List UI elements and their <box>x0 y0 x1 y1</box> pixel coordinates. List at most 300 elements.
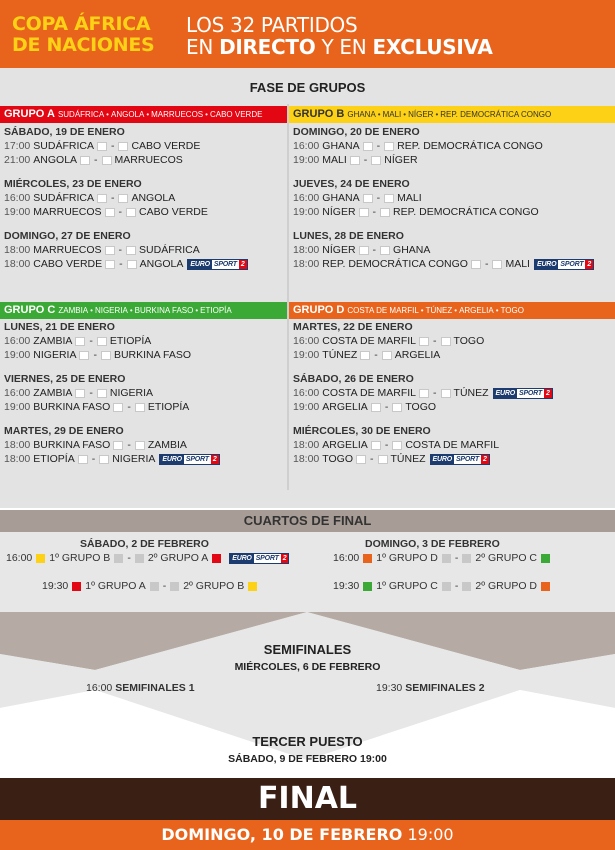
match-day: JUEVES, 24 DE ENERO <box>293 178 410 190</box>
score-dash: - <box>93 349 97 361</box>
score-box <box>126 246 136 255</box>
score-dash: - <box>127 439 131 451</box>
placeholder-square <box>135 554 144 563</box>
eurosport-text: SPORT <box>185 455 209 463</box>
away-team: ZAMBIA <box>147 439 187 451</box>
final-date <box>0 820 615 850</box>
group-team: MALI <box>382 110 402 119</box>
home-team: SUDÁFRICA <box>33 140 94 152</box>
score-box <box>80 156 90 165</box>
match-day: SÁBADO, 19 DE ENERO <box>4 126 125 138</box>
match-row <box>293 452 615 466</box>
score-dash: - <box>118 244 123 256</box>
placeholder-square <box>442 554 451 563</box>
group-d-color-square <box>541 582 550 591</box>
eurosport-text: SPORT <box>455 455 479 463</box>
home-team: TOGO <box>322 453 354 465</box>
headline-part: DIRECTO <box>219 35 316 59</box>
eurosport-text: 2 <box>282 554 287 562</box>
placeholder-square <box>114 554 123 563</box>
match-day: MIÉRCOLES, 23 DE ENERO <box>4 178 142 190</box>
tournament-title <box>12 14 154 56</box>
group-d-header <box>289 302 615 319</box>
away-team: MARRUECOS <box>114 154 183 166</box>
group-name: GRUPO B <box>293 108 345 120</box>
match-time: 16:00 <box>6 552 33 564</box>
match-row <box>4 257 287 271</box>
home-team: ARGELIA <box>322 439 368 451</box>
group-team: COSTA DE MARFIL <box>347 306 419 315</box>
away-team: TÚNEZ <box>390 453 426 465</box>
match-time: 19:00 <box>293 349 320 361</box>
away-team: ARGELIA <box>394 349 441 361</box>
group-name: GRUPO C <box>4 304 56 316</box>
third-place-title: TERCER PUESTO <box>252 734 363 749</box>
match-row <box>4 334 287 348</box>
eurosport-text: EURO <box>232 554 252 562</box>
headline-part: EN <box>186 35 220 59</box>
group-c-color-square <box>363 582 372 591</box>
home-team: CABO VERDE <box>33 258 103 270</box>
score-box <box>492 260 502 269</box>
group-team: REP. DEMOCRÁTICA CONGO <box>440 110 552 119</box>
group-team: NÍGER <box>408 110 434 119</box>
separator: • <box>205 110 208 119</box>
match-time: 18:00 <box>293 244 320 256</box>
score-box <box>105 246 115 255</box>
match-day: VIERNES, 25 DE ENERO <box>4 373 126 385</box>
placeholder-square <box>462 582 471 591</box>
group-c-header <box>0 302 287 319</box>
quarterfinals-day-2: DOMINGO, 3 DE FEBRERO <box>365 538 500 550</box>
match-day: LUNES, 28 DE ENERO <box>293 230 404 242</box>
eurosport2-logo <box>159 454 219 465</box>
match-time: 19:30 <box>333 580 360 592</box>
match-row <box>293 348 615 362</box>
group-team: ZAMBIA <box>58 306 89 315</box>
group-b-color-square <box>36 554 45 563</box>
match-row <box>4 438 287 452</box>
match-row <box>293 153 615 167</box>
match-time: 16:00 <box>333 552 360 564</box>
home-team: 1º GRUPO C <box>376 580 438 592</box>
match-row <box>4 139 287 153</box>
match-day: DOMINGO, 27 DE ENERO <box>4 230 131 242</box>
match-time: 16:00 <box>4 335 31 347</box>
home-team: ZAMBIA <box>33 335 73 347</box>
eurosport2-logo <box>229 553 289 564</box>
quarterfinal-4: 19:30 1º GRUPO C - 2º GRUPO D <box>333 580 554 592</box>
match-time: 16:00 <box>4 387 31 399</box>
separator: • <box>90 306 93 315</box>
third-place-date: SÁBADO, 9 DE FEBRERO 19:00 <box>228 753 387 765</box>
final-day: DOMINGO, 10 DE FEBRERO <box>161 825 403 844</box>
eurosport-text: 2 <box>545 389 550 397</box>
group-name: GRUPO A <box>4 108 55 120</box>
final-time: 19:00 <box>407 825 454 844</box>
score-box <box>97 194 107 203</box>
title-line-2: DE NACIONES <box>12 34 155 56</box>
away-team: GHANA <box>393 244 431 256</box>
score-box <box>127 260 137 269</box>
home-team: ANGOLA <box>33 154 78 166</box>
match-time: 18:00 <box>4 244 31 256</box>
group-c-color-square <box>541 554 550 563</box>
eurosport2-logo <box>534 259 594 270</box>
home-team: ARGELIA <box>322 401 368 413</box>
semifinal-1 <box>86 682 195 694</box>
group-b-header <box>289 106 615 123</box>
home-team: 1º GRUPO D <box>376 552 438 564</box>
eurosport-text: EURO <box>190 260 210 268</box>
away-team: 2º GRUPO D <box>475 580 537 592</box>
group-team: ETIOPÍA <box>200 306 232 315</box>
score-dash: - <box>110 140 115 152</box>
match-time: 16:00 <box>4 192 31 204</box>
score-box <box>356 455 366 464</box>
score-dash: - <box>370 453 374 465</box>
away-team: ANGOLA <box>131 192 176 204</box>
group-c-schedule <box>4 320 287 466</box>
score-dash: - <box>118 206 123 218</box>
match-row <box>293 191 615 205</box>
group-a-header <box>0 106 287 123</box>
match-time: 19:00 <box>293 154 320 166</box>
score-box <box>371 156 381 165</box>
score-box <box>118 142 128 151</box>
match-row <box>4 191 287 205</box>
score-box <box>419 389 429 398</box>
away-team: NÍGER <box>384 154 418 166</box>
away-team: 2º GRUPO C <box>475 552 537 564</box>
score-box <box>380 246 390 255</box>
home-team: TÚNEZ <box>322 349 358 361</box>
group-b-schedule <box>293 125 615 271</box>
headline-part: Y EN <box>315 35 373 59</box>
score-dash: - <box>89 387 93 399</box>
final-title: FINAL <box>0 778 615 820</box>
score-box <box>441 389 451 398</box>
home-team: NÍGER <box>322 206 356 218</box>
eurosport-text: SPORT <box>255 554 279 562</box>
away-team: CABO VERDE <box>139 206 208 218</box>
home-team: MARRUECOS <box>33 244 102 256</box>
away-team: REP. DEMOCRÁTICA CONGO <box>397 140 543 152</box>
eurosport-text: 2 <box>240 260 245 268</box>
score-box <box>392 403 402 412</box>
match-row <box>293 334 615 348</box>
eurosport-text: EURO <box>536 260 557 268</box>
match-time: 19:00 <box>4 401 31 413</box>
score-dash: - <box>119 258 123 270</box>
home-team: COSTA DE MARFIL <box>322 335 417 347</box>
match-row <box>293 438 615 452</box>
away-team: 2º GRUPO A <box>147 552 209 564</box>
quarterfinal-3: 16:00 1º GRUPO D - 2º GRUPO C <box>333 552 554 564</box>
score-dash: - <box>91 453 96 465</box>
score-box <box>113 403 123 412</box>
group-team: NIGERIA <box>94 306 128 315</box>
score-box <box>118 194 128 203</box>
score-dash: - <box>363 154 368 166</box>
match-time: 19:30 <box>376 682 403 694</box>
match-row <box>293 257 615 271</box>
eurosport2-logo <box>187 259 247 270</box>
headline-part: EXCLUSIVA <box>372 35 493 59</box>
score-box <box>135 441 145 450</box>
score-box <box>360 351 370 360</box>
quarterfinals-day-1: SÁBADO, 2 DE FEBRERO <box>80 538 209 550</box>
match-row <box>293 400 615 414</box>
eurosport-text: SPORT <box>518 389 542 397</box>
group-team: TÚNEZ <box>425 306 453 315</box>
away-team: REP. DEMOCRÁTICA CONGO <box>393 206 539 218</box>
score-box <box>102 156 112 165</box>
group-team: SUDÁFRICA <box>57 110 105 119</box>
away-team: BURKINA FASO <box>113 349 191 361</box>
match-day: MARTES, 22 DE ENERO <box>293 321 413 333</box>
match-time: 19:00 <box>4 349 31 361</box>
score-dash: - <box>433 335 437 347</box>
score-box <box>392 441 402 450</box>
eurosport2-logo <box>493 388 553 399</box>
quarterfinals-title: CUARTOS DE FINAL <box>0 510 615 532</box>
eurosport-text: SPORT <box>560 260 584 268</box>
group-a-schedule <box>4 125 287 271</box>
match-time: 19:00 <box>293 401 320 413</box>
score-dash: - <box>384 439 389 451</box>
placeholder-square <box>170 582 179 591</box>
separator: • <box>495 306 499 315</box>
group-team: TOGO <box>500 306 524 315</box>
match-time: 21:00 <box>4 154 31 166</box>
group-d-color-square <box>363 554 372 563</box>
match-time: 18:00 <box>4 453 31 465</box>
match-row <box>4 348 287 362</box>
separator: • <box>146 110 150 119</box>
home-team: 1º GRUPO B <box>49 552 111 564</box>
away-team: ETIOPÍA <box>109 335 152 347</box>
group-team: ANGOLA <box>110 110 145 119</box>
score-box <box>105 260 115 269</box>
away-team: ANGOLA <box>139 258 184 270</box>
score-dash: - <box>89 335 93 347</box>
separator: • <box>377 110 381 119</box>
score-box <box>101 351 111 360</box>
match-row <box>4 205 287 219</box>
group-d-schedule <box>293 320 615 466</box>
score-dash: - <box>94 154 98 166</box>
eurosport2-logo <box>430 454 490 465</box>
home-team: ZAMBIA <box>33 387 73 399</box>
score-box <box>97 337 107 346</box>
away-team: COSTA DE MARFIL <box>405 439 500 451</box>
separator: • <box>106 110 109 119</box>
eurosport-text: 2 <box>587 260 592 268</box>
score-box <box>371 441 381 450</box>
match-day: LUNES, 21 DE ENERO <box>4 321 115 333</box>
score-box <box>97 142 107 151</box>
group-team: BURKINA FASO <box>134 306 194 315</box>
score-box <box>135 403 145 412</box>
separator: • <box>129 306 133 315</box>
home-team: REP. DEMOCRÁTICA CONGO <box>322 258 468 270</box>
separator: • <box>435 110 439 119</box>
eurosport-text: EURO <box>432 455 452 463</box>
group-a-color-square <box>72 582 81 591</box>
away-team: TÚNEZ <box>453 387 489 399</box>
match-time: 16:00 <box>293 192 320 204</box>
home-team: COSTA DE MARFIL <box>322 387 417 399</box>
match-time: 19:00 <box>293 206 320 218</box>
home-team: GHANA <box>322 140 360 152</box>
score-dash: - <box>376 192 381 204</box>
score-box <box>113 441 123 450</box>
eurosport-text: EURO <box>495 389 515 397</box>
home-team: NÍGER <box>322 244 356 256</box>
match-row <box>293 205 615 219</box>
away-team: NIGERIA <box>109 387 154 399</box>
score-box <box>78 455 88 464</box>
eurosport-text: EURO <box>162 455 182 463</box>
score-box <box>363 142 373 151</box>
match-row <box>293 139 615 153</box>
placeholder-square <box>462 554 471 563</box>
score-box <box>359 208 369 217</box>
separator: • <box>454 306 458 315</box>
quarterfinal-2: 19:30 1º GRUPO A - 2º GRUPO B <box>42 580 261 592</box>
column-divider <box>287 104 289 490</box>
score-dash: - <box>372 206 377 218</box>
match-time: 16:00 <box>293 140 320 152</box>
score-box <box>126 208 136 217</box>
score-box <box>441 337 451 346</box>
score-box <box>99 455 109 464</box>
match-row <box>4 243 287 257</box>
header-banner <box>0 0 615 68</box>
home-team: ETIOPÍA <box>33 453 75 465</box>
score-box <box>384 142 394 151</box>
eurosport-text: 2 <box>482 455 487 463</box>
group-b-color-square <box>248 582 257 591</box>
eurosport-text: 2 <box>212 455 217 463</box>
group-stage-title: FASE DE GRUPOS <box>249 80 366 95</box>
headline-line-1: LOS 32 PARTIDOS <box>186 13 358 37</box>
score-dash: - <box>374 349 378 361</box>
semifinal-label: SEMIFINALES 1 <box>115 682 195 694</box>
score-box <box>97 389 107 398</box>
match-day: MARTES, 29 DE ENERO <box>4 425 124 437</box>
away-team: SUDÁFRICA <box>139 244 200 256</box>
match-time: 19:30 <box>42 580 69 592</box>
quarterfinal-1: 16:00 1º GRUPO B - 2º GRUPO A EURO SPORT 2 <box>6 552 289 564</box>
match-time: 17:00 <box>4 140 31 152</box>
home-team: MALI <box>322 154 347 166</box>
semifinals-date: MIÉRCOLES, 6 DE FEBRERO <box>234 661 381 673</box>
match-time: 18:00 <box>4 439 31 451</box>
home-team: NIGERIA <box>33 349 77 361</box>
home-team: BURKINA FASO <box>33 401 111 413</box>
match-row <box>4 452 287 466</box>
score-box <box>350 156 360 165</box>
score-box <box>419 337 429 346</box>
score-dash: - <box>384 401 389 413</box>
home-team: SUDÁFRICA <box>33 192 94 204</box>
placeholder-square <box>442 582 451 591</box>
placeholder-square <box>150 582 159 591</box>
home-team: MARRUECOS <box>33 206 102 218</box>
score-box <box>105 208 115 217</box>
headline <box>186 14 493 58</box>
score-dash: - <box>127 401 131 413</box>
score-dash: - <box>110 192 115 204</box>
away-team: 2º GRUPO B <box>183 580 245 592</box>
match-time: 19:00 <box>4 206 31 218</box>
group-team: ARGELIA <box>459 306 494 315</box>
away-team: TOGO <box>405 401 437 413</box>
score-box <box>363 194 373 203</box>
separator: • <box>403 110 407 119</box>
separator: • <box>420 306 424 315</box>
away-team: MALI <box>505 258 530 270</box>
score-box <box>384 194 394 203</box>
eurosport-text: SPORT <box>213 260 237 268</box>
group-name: GRUPO D <box>293 304 345 316</box>
score-box <box>79 351 89 360</box>
match-row <box>4 153 287 167</box>
score-box <box>378 455 388 464</box>
home-team: 1º GRUPO A <box>85 580 146 592</box>
separator: • <box>195 306 199 315</box>
score-box <box>75 337 85 346</box>
away-team: CABO VERDE <box>131 140 201 152</box>
score-dash: - <box>484 258 489 270</box>
semifinal-label: SEMIFINALES 2 <box>405 682 485 694</box>
score-box <box>382 351 392 360</box>
score-box <box>371 403 381 412</box>
group-team: GHANA <box>347 110 376 119</box>
headline-line-2 <box>186 36 493 58</box>
match-row <box>293 386 615 400</box>
match-time: 18:00 <box>4 258 31 270</box>
away-team: NIGERIA <box>112 453 156 465</box>
group-a-color-square <box>212 554 221 563</box>
score-dash: - <box>372 244 377 256</box>
home-team: BURKINA FASO <box>33 439 111 451</box>
score-box <box>75 389 85 398</box>
match-row <box>4 386 287 400</box>
match-time: 18:00 <box>293 439 320 451</box>
score-box <box>471 260 481 269</box>
score-dash: - <box>376 140 381 152</box>
semifinal-2 <box>376 682 485 694</box>
match-row <box>293 243 615 257</box>
home-team: GHANA <box>322 192 360 204</box>
match-time: 18:00 <box>293 258 320 270</box>
score-dash: - <box>433 387 437 399</box>
match-time: 16:00 <box>86 682 113 694</box>
score-box <box>359 246 369 255</box>
match-day: MIÉRCOLES, 30 DE ENERO <box>293 425 431 437</box>
score-box <box>380 208 390 217</box>
group-team: CABO VERDE <box>209 110 263 119</box>
title-line-1: COPA ÁFRICA <box>12 13 151 35</box>
match-time: 16:00 <box>293 387 320 399</box>
match-day: SÁBADO, 26 DE ENERO <box>293 373 414 385</box>
match-time: 16:00 <box>293 335 320 347</box>
semifinals-title: SEMIFINALES <box>263 642 352 657</box>
away-team: MALI <box>397 192 422 204</box>
